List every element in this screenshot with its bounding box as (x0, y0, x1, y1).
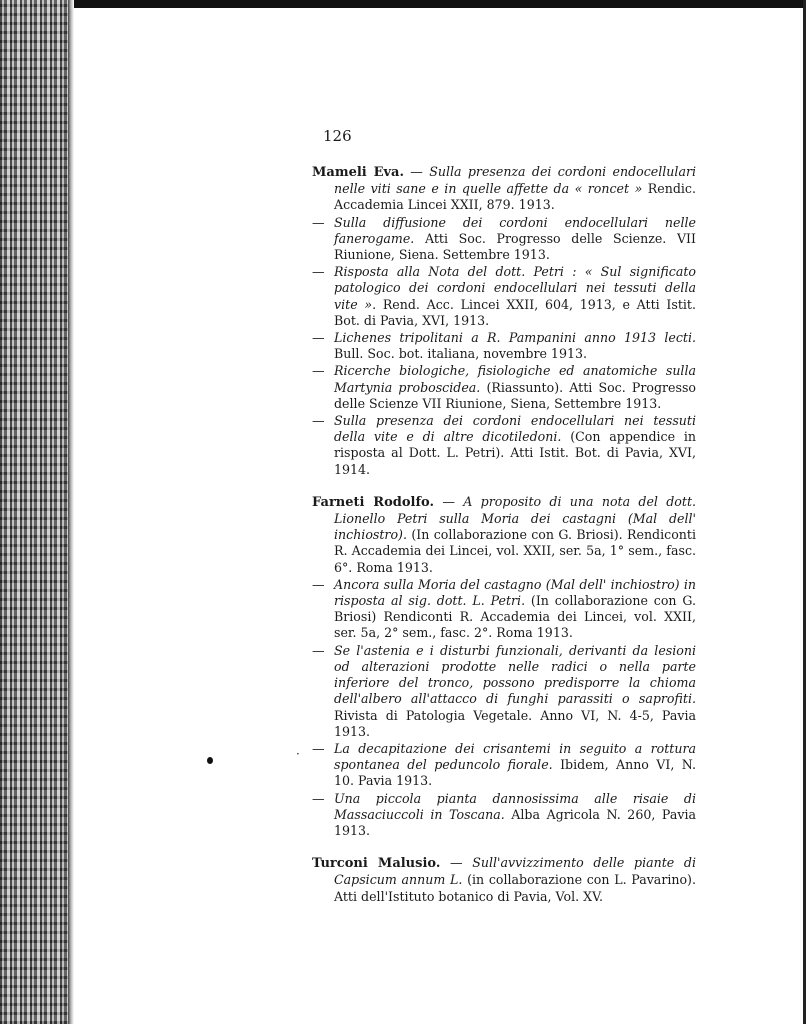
scan-top-edge (0, 0, 806, 8)
page-number: 126 (323, 127, 352, 145)
entry-title: Ricerche biologiche, fisiologiche ed anatomiche sulla Martynia proboscidea. (334, 363, 696, 395)
bibliography-entry: — Una piccola pianta dannosissima alle risaie di Massaciuccoli in Toscana. Alba Agricola N. 260, Pavia 1913. (312, 790, 696, 838)
author-name: Turconi Malusio. (312, 856, 441, 872)
bibliography-entry: — Ancora sulla Moria del castagno (Mal dell' inchiostro) in risposta al sig. dott. L. Petri. (In collaborazione con G. Briosi) Rendiconti R. Accademia dei Lincei, vol. XXII, ser. 5a, 2° sem., fasc. 2°. Roma 1913. (312, 576, 696, 641)
bibliography-entry: — Ricerche biologiche, fisiologiche ed anatomiche sulla Martynia proboscidea. (Riassunto). Atti Soc. Progresso delle Scienze VII Riunione, Siena, Settembre 1913. (312, 363, 696, 411)
entry-source: Rend. Acc. Lincei XXII, 604, 1913, e Atti Istit. Bot. di Pavia, XVI, 1913. (334, 296, 696, 328)
entry-source: Rivista di Patologia Vegetale. Anno VI, N. 4-5, Pavia 1913. (334, 707, 696, 739)
entry-source: (Con appendice in risposta al Dott. L. Petri). Atti Istit. Bot. di Pavia, XVI, 1914. (334, 429, 696, 477)
book-binding-edge (0, 0, 70, 1024)
entry-source: (In collaborazione con G. Briosi) Rendiconti R. Accademia dei Lincei, vol. XXII, ser. 5a, 2° sem., fasc. 2°. Roma 1913. (334, 593, 696, 641)
bibliography-entry: Turconi Malusio. — Sull'avvizzimento delle piante di Capsicum annum L. (in collaborazione con L. Pavarino). Atti dell'Istituto botanico di Pavia, Vol. XV. (312, 855, 696, 904)
bibliography-entry: — Risposta alla Nota del dott. Petri : « Sul significato patologico dei cordoni endocellulari nei tessuti della vite ». Rend. Acc. Lincei XXII, 604, 1913, e Atti Istit. Bot. di Pavia, XVI, 1913. (312, 264, 696, 328)
author-block (312, 164, 696, 478)
entry-source: Rendic. Accademia Lincei XXII, 879. 1913. (334, 181, 696, 213)
entry-title: Ancora sulla Moria del castagno (Mal dell' inchiostro) in risposta al sig. dott. L. Petri. (334, 576, 696, 609)
bibliography-entry: Mameli Eva. — Sulla presenza dei cordoni endocellulari nelle viti sane e in quelle affette da « roncet » Rendic. Accademia Lincei XXII, 879. 1913. (312, 164, 696, 213)
author-block (312, 855, 696, 905)
entry-source: Alba Agricola N. 260, Pavia 1913. (334, 806, 696, 838)
entry-title: Risposta alla Nota del dott. Petri : « Sul significato patologico dei cordoni endocellulari nei tessuti della vite ». (334, 264, 696, 312)
bibliography-entry: — Se l'astenia e i disturbi funzionali, derivanti da lesioni od alterazioni prodotte nelle radici o nella parte inferiore del tronco, possono predisporre la chioma dell'albero all'attacco di funghi parassiti o saprofiti. Rivista di Patologia Vegetale. Anno VI, N. 4-5, Pavia 1913. (312, 642, 696, 739)
author-name: Farneti Rodolfo. (312, 494, 435, 510)
author-name: Mameli Eva. (312, 165, 404, 180)
bibliography-entry: Farneti Rodolfo. — A proposito di una nota del dott. Lionello Petri sulla Moria dei castagni (Mal dell' inchiostro). (In collaborazione con G. Briosi). Rendiconti R. Accademia dei Lincei, vol. XXII, ser. 5a, 1° sem., fasc. 6°. Roma 1913. (312, 493, 697, 575)
entry-title: Sull'avvizzimento delle piante di Capsicum annum L. (334, 855, 696, 888)
entry-title: Sulla presenza dei cordoni endocellulari nelle viti sane e in quelle affette da « roncet » (334, 164, 696, 197)
entry-source: Bull. Soc. bot. italiana, novembre 1913. (334, 346, 587, 362)
entry-source: (Riassunto). Atti Soc. Progresso delle Scienze VII Riunione, Siena, Settembre 1913. (334, 379, 696, 411)
bibliography-entry: — La decapitazione dei crisantemi in seguito a rottura spontanea del peduncolo fiorale. Ibidem, Anno VI, N. 10. Pavia 1913. (312, 740, 696, 789)
author-block (312, 494, 696, 839)
entry-title: Se l'astenia e i disturbi funzionali, derivanti da lesioni od alterazioni prodotte nelle radici o nella parte inferiore del tronco, possono predisporre la chioma dell'albero all'attacco di funghi parassiti o saprofiti. (334, 642, 696, 707)
entry-title: La decapitazione dei crisantemi in seguito a rottura spontanea del peduncolo fiorale. (334, 740, 696, 773)
bibliography-entry: — Sulla diffusione dei cordoni endocellulari nelle fanerogame. Atti Soc. Progresso delle Scienze. VII Riunione, Siena. Settembre 1913. (312, 214, 696, 263)
entry-title: Lichenes tripolitani a R. Pampanini anno 1913 lecti. (334, 330, 696, 346)
bibliography-entry: — Lichenes tripolitani a R. Pampanini anno 1913 lecti. Bull. Soc. bot. italiana, novembre 1913. (312, 330, 696, 362)
entry-source: Atti Soc. Progresso delle Scienze. VII Riunione, Siena. Settembre 1913. (334, 230, 696, 263)
stray-mark: · (296, 747, 300, 761)
entry-title: Una piccola pianta dannosissima alle risaie di Massaciuccoli in Toscana. (334, 790, 696, 822)
entry-title: A proposito di una nota del dott. Lionello Petri sulla Moria dei castagni (Mal dell' inchiostro). (334, 493, 697, 543)
ink-spot (207, 757, 213, 764)
bibliography-entry: — Sulla presenza dei cordoni endocellulari nei tessuti della vite e di altre dicotiledoni. (Con appendice in risposta al Dott. L. Petri). Atti Istit. Bot. di Pavia, XVI, 1914. (312, 413, 696, 477)
binding-shadow (68, 0, 74, 1024)
entry-title: Sulla presenza dei cordoni endocellulari nei tessuti della vite e di altre dicotiledoni. (334, 413, 696, 445)
entry-source: Ibidem, Anno VI, N. 10. Pavia 1913. (334, 757, 696, 789)
entry-title: Sulla diffusione dei cordoni endocellulari nelle fanerogame. (334, 214, 696, 246)
bibliography (312, 164, 696, 921)
entry-source: (In collaborazione con G. Briosi). Rendiconti R. Accademia dei Lincei, vol. XXII, ser. 5a, 1° sem., fasc. 6°. Roma 1913. (334, 527, 696, 575)
entry-source: (in collaborazione con L. Pavarino). Atti dell'Istituto botanico di Pavia, Vol. XV. (334, 872, 696, 904)
